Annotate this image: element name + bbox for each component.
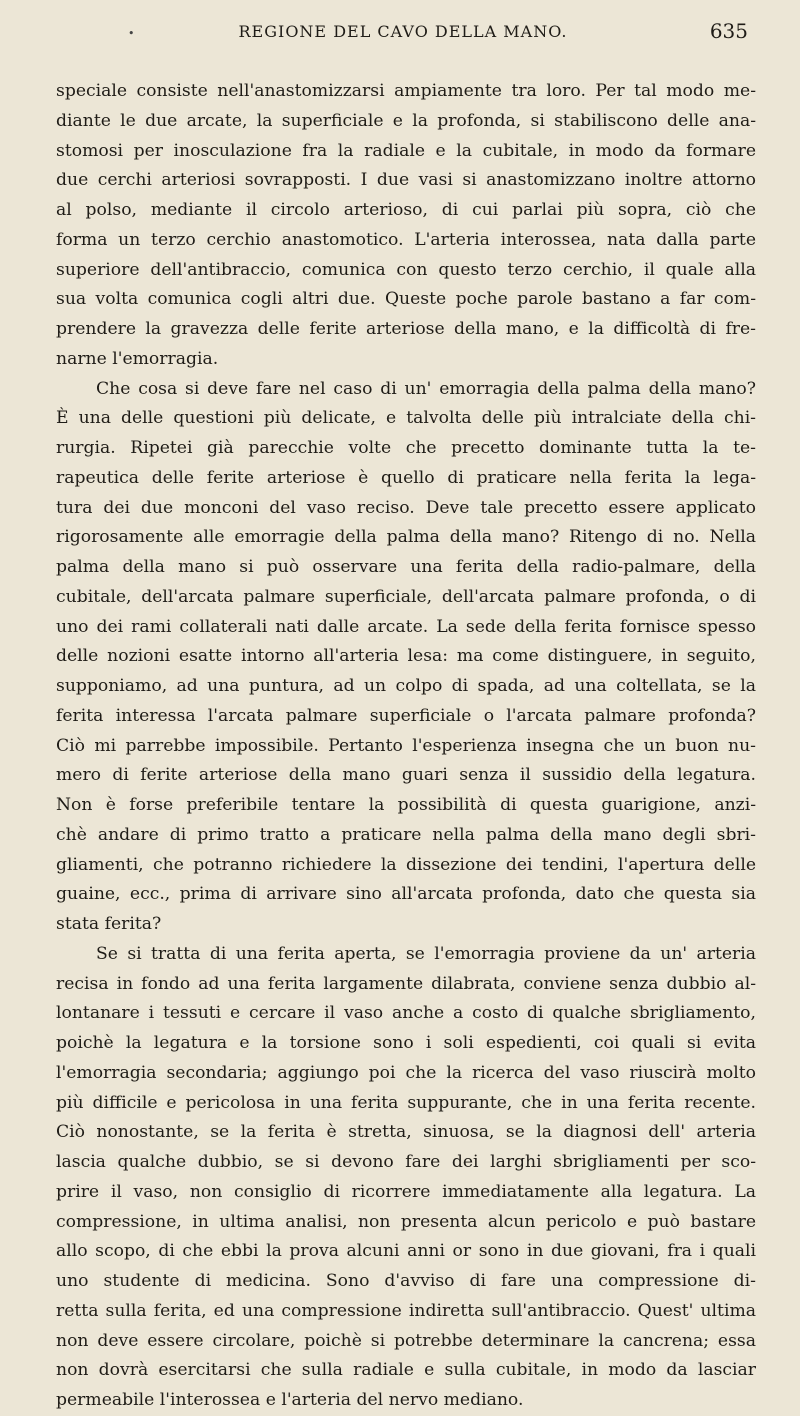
- text-line: non deve essere circolare, poichè si potrebbe determinare la cancrena; essa: [56, 1330, 756, 1351]
- text-line: lontanare i tessuti e cercare il vaso anche a costo di qualche sbrigliamento,: [56, 1003, 756, 1024]
- text-line: Non è forse preferibile tentare la possibilità di questa guarigione, anzi-: [56, 795, 756, 815]
- text-line: poichè la legatura e la torsione sono i soli espedienti, coi quali si evita: [56, 1033, 756, 1053]
- bullet-mark: •: [128, 27, 136, 40]
- text-line: non dovrà esercitarsi che sulla radiale e sulla cubitale, in modo da lasciar: [56, 1360, 756, 1381]
- text-line: prire il vaso, non consiglio di ricorrere immediatamente alla legatura. La: [56, 1181, 756, 1202]
- text-line: al polso, mediante il circolo arterioso, di cui parlai più sopra, ciò che: [56, 200, 756, 220]
- text-line: ferita interessa l'arcata palmare superficiale o l'arcata palmare profonda?: [56, 705, 756, 726]
- text-line: gliamenti, che potranno richiedere la dissezione dei tendini, l'apertura delle: [56, 854, 756, 875]
- text-line: cubitale, dell'arcata palmare superficiale, dell'arcata palmare profonda, o di: [56, 586, 756, 607]
- body-text: [56, 77, 756, 1416]
- text-line: sua volta comunica cogli altri due. Queste poche parole bastano a far com-: [56, 289, 756, 310]
- text-line: rurgia. Ripetei già parecchie volte che precetto dominante tutta la te-: [56, 438, 756, 458]
- text-line: supponiamo, ad una puntura, ad un colpo di spada, ad una coltellata, se la: [56, 676, 756, 696]
- text-line: È una delle questioni più delicate, e talvolta delle più intralciate della chi-: [56, 408, 756, 429]
- text-line: guaine, ecc., prima di arrivare sino all'arcata profonda, dato che questa sia: [56, 884, 756, 905]
- text-line: Ciò mi parrebbe impossibile. Pertanto l'esperienza insegna che un buon nu-: [56, 735, 756, 756]
- text-line: uno studente di medicina. Sono d'avviso di fare una compressione di-: [56, 1271, 756, 1291]
- page-header: [58, 19, 748, 52]
- text-line: chè andare di primo tratto a praticare nella palma della mano degli sbri-: [56, 824, 756, 845]
- text-line: l'emorragia secondaria; aggiungo poi che la ricerca del vaso riuscirà molto: [56, 1062, 756, 1083]
- text-line: narne l'emorragia.: [56, 348, 219, 369]
- text-line: rapeutica delle ferite arteriose è quello di praticare nella ferita la lega-: [56, 467, 756, 488]
- text-line: uno dei rami collaterali nati dalle arcate. La sede della ferita fornisce spesso: [56, 616, 756, 637]
- page-number: 635: [709, 19, 748, 43]
- text-line: Che cosa si deve fare nel caso di un' emorragia della palma della mano?: [96, 378, 756, 399]
- text-line: prendere la gravezza delle ferite arteriose della mano, e la difficoltà di fre-: [56, 319, 756, 339]
- text-line: stata ferita?: [56, 914, 162, 934]
- text-line: allo scopo, di che ebbi la prova alcuni anni or sono in due giovani, fra i quali: [56, 1241, 756, 1262]
- text-line: retta sulla ferita, ed una compressione indiretta sull'antibraccio. Quest' ultima: [56, 1300, 756, 1321]
- text-line: Ciò nonostante, se la ferita è stretta, sinuosa, se la diagnosi dell' arteria: [56, 1122, 756, 1143]
- text-line: tura dei due monconi del vaso reciso. Deve tale precetto essere applicato: [56, 497, 756, 518]
- text-line: lascia qualche dubbio, se si devono fare dei larghi sbrigliamenti per sco-: [56, 1152, 756, 1172]
- text-line: mero di ferite arteriose della mano guari senza il sussidio della legatura.: [56, 765, 756, 786]
- running-title: REGIONE DEL CAVO DELLA MANO.: [238, 22, 568, 41]
- text-line: più difficile e pericolosa in una ferita suppurante, che in una ferita recente.: [56, 1092, 756, 1113]
- text-line: stomosi per inosculazione fra la radiale e la cubitale, in modo da formare: [56, 140, 756, 161]
- text-line: recisa in fondo ad una ferita largamente dilabrata, conviene senza dubbio al-: [56, 973, 756, 994]
- text-line: compressione, in ultima analisi, non presenta alcun pericolo e può bastare: [56, 1211, 756, 1232]
- text-line: forma un terzo cerchio anastomotico. L'arteria interossea, nata dalla parte: [56, 229, 756, 250]
- text-line: delle nozioni esatte intorno all'arteria lesa: ma come distinguere, in seguito,: [56, 646, 756, 667]
- text-line: palma della mano si può osservare una ferita della radio-palmare, della: [56, 557, 756, 577]
- text-line: diante le due arcate, la superficiale e la profonda, si stabiliscono delle ana-: [56, 110, 756, 131]
- text-line: permeabile l'interossea e l'arteria del nervo mediano.: [56, 1390, 524, 1410]
- text-line: due cerchi arteriosi sovrapposti. I due vasi si anastomizzano inoltre attorno: [56, 170, 756, 191]
- text-line: superiore dell'antibraccio, comunica con questo terzo cerchio, il quale alla: [56, 259, 756, 280]
- text-line: rigorosamente alle emorragie della palma della mano? Ritengo di no. Nella: [56, 527, 756, 548]
- text-line: Se si tratta di una ferita aperta, se l'emorragia proviene da un' arteria: [96, 943, 756, 964]
- text-line: speciale consiste nell'anastomizzarsi ampiamente tra loro. Per tal modo me-: [56, 81, 756, 101]
